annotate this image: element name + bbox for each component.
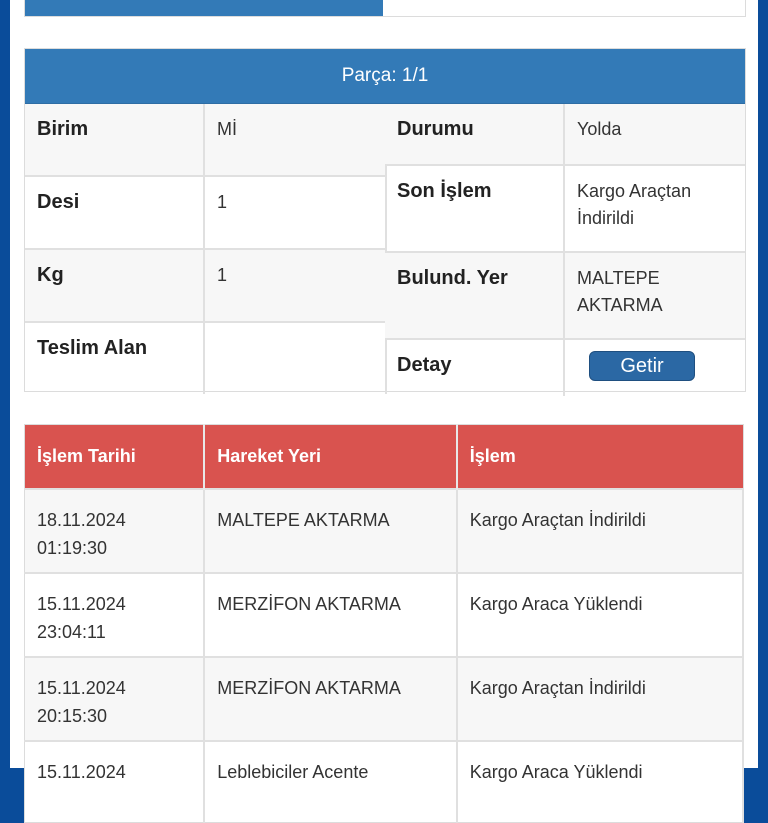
- table-row: [25, 657, 744, 741]
- column-header-date: İşlem Tarihi: [25, 425, 205, 489]
- column-header-place: Hareket Yeri: [204, 425, 456, 489]
- date-cell: 18.11.2024 01:19:30: [25, 489, 205, 573]
- detail-value: Kargo Araçtan İndirildi: [577, 181, 692, 228]
- table-row: [25, 489, 744, 573]
- detail-row-durumu: [385, 104, 745, 166]
- detail-label: Kg: [25, 250, 205, 321]
- detail-label: Detay: [385, 340, 565, 396]
- table-row: [25, 741, 744, 823]
- piece-panel-title: Parça: 1/1: [25, 49, 745, 104]
- status-value: Yolda: [577, 119, 622, 139]
- detail-row-desi: [25, 177, 385, 250]
- detail-label: Bulund. Yer: [385, 253, 565, 338]
- detail-row-kg: [25, 250, 385, 323]
- action-cell: Kargo Araçtan İndirildi: [457, 489, 743, 573]
- place-cell: MALTEPE AKTARMA: [204, 489, 456, 573]
- action-cell: Kargo Araçtan İndirildi: [457, 657, 743, 741]
- movement-history-table: [24, 424, 744, 823]
- detail-row-bulund-yer: [385, 253, 745, 340]
- action-cell: Kargo Araca Yüklendi: [457, 573, 743, 657]
- detail-value: 1: [217, 265, 228, 285]
- previous-panel: [24, 0, 746, 17]
- piece-panel: [24, 48, 746, 392]
- date-cell: 15.11.2024 23:04:11: [25, 573, 205, 657]
- getir-button[interactable]: Getir: [589, 351, 695, 381]
- piece-details-left: [25, 104, 387, 394]
- detail-value: 1: [217, 192, 228, 212]
- detail-label: Durumu: [385, 104, 565, 164]
- detail-value: [205, 323, 385, 394]
- date-cell: 15.11.2024 20:15:30: [25, 657, 205, 741]
- detail-row-detay: [385, 340, 745, 396]
- detail-label: Teslim Alan: [25, 323, 205, 394]
- action-cell: Kargo Araca Yüklendi: [457, 741, 743, 823]
- place-cell: MERZİFON AKTARMA: [204, 657, 456, 741]
- detail-row-son-islem: [385, 166, 745, 253]
- detail-row-teslim-alan: [25, 323, 385, 394]
- previous-panel-header: [25, 0, 383, 16]
- detail-row-birim: [25, 104, 385, 177]
- place-cell: MERZİFON AKTARMA: [204, 573, 456, 657]
- piece-details-right: [385, 104, 745, 396]
- detail-label: Birim: [25, 104, 205, 175]
- date-cell: 15.11.2024: [25, 741, 205, 823]
- page: [10, 0, 758, 782]
- detail-label: Son İşlem: [385, 166, 565, 251]
- detail-value: Mİ: [217, 119, 237, 139]
- place-cell: Leblebiciler Acente: [204, 741, 456, 823]
- detail-value: [565, 340, 745, 396]
- table-row: [25, 573, 744, 657]
- detail-value: MALTEPE AKTARMA: [577, 268, 663, 315]
- detail-label: Desi: [25, 177, 205, 248]
- column-header-action: İşlem: [457, 425, 743, 489]
